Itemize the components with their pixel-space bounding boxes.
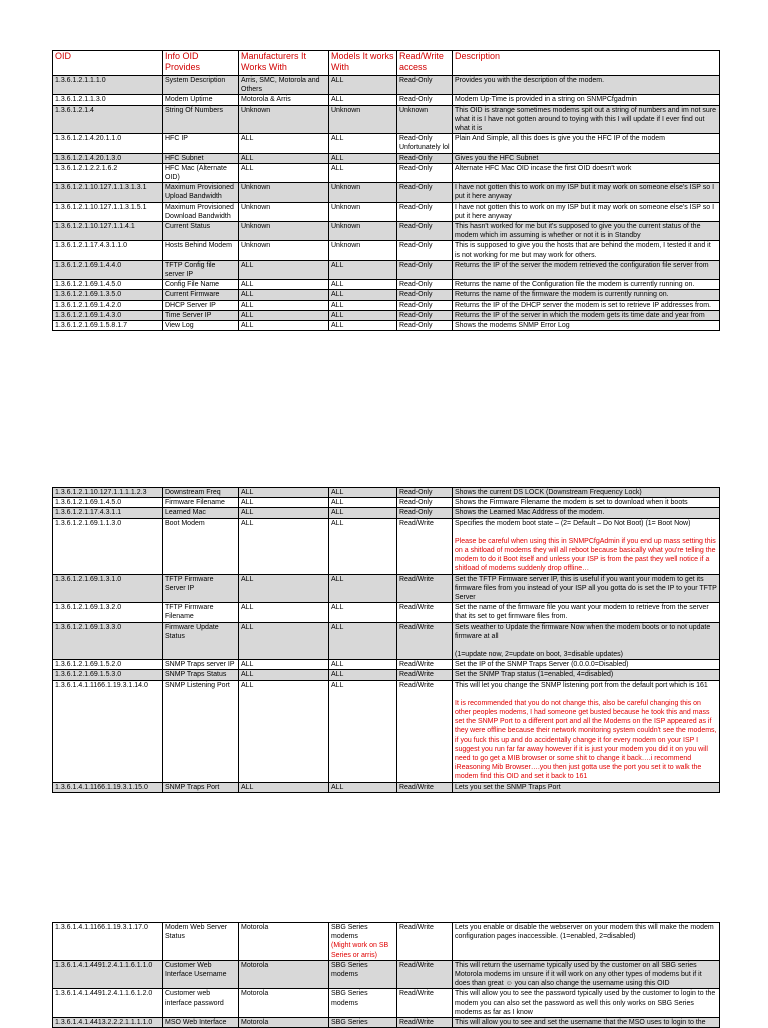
models-text: ALL bbox=[331, 96, 344, 104]
manufacturer-cell: Unknown bbox=[239, 241, 329, 260]
models-cell bbox=[329, 603, 397, 622]
oid-cell: 1.3.6.1.2.1.69.1.3.3.0 bbox=[53, 622, 163, 660]
access-cell: Read/Write bbox=[397, 622, 453, 660]
table-row bbox=[53, 153, 720, 163]
description-cell bbox=[453, 76, 720, 95]
description-cell bbox=[453, 95, 720, 105]
oid-cell: 1.3.6.1.2.1.4 bbox=[53, 105, 163, 134]
description-text: This OID is strange sometimes modems spit out a string of numbers and im not sure what it is I have not gotten around to toying with this I will update if I ever find out what it is bbox=[455, 106, 717, 133]
access-cell: Read-Only bbox=[397, 498, 453, 508]
models-text: ALL bbox=[331, 291, 344, 299]
models-text: Unknown bbox=[331, 106, 361, 114]
models-cell bbox=[329, 508, 397, 518]
description-cell bbox=[453, 498, 720, 508]
info-cell: Hosts Behind Modem bbox=[163, 241, 239, 260]
manufacturer-cell: ALL bbox=[239, 670, 329, 680]
manufacturer-cell: ALL bbox=[239, 260, 329, 279]
oid-cell: 1.3.6.1.2.1.69.1.4.5.0 bbox=[53, 280, 163, 290]
oid-cell: 1.3.6.1.4.1.4413.2.2.2.1.1.1.1.0 bbox=[53, 1018, 163, 1028]
oid-cell: 1.3.6.1.4.1.4491.2.4.1.1.6.1.2.0 bbox=[53, 989, 163, 1018]
description-cell bbox=[453, 202, 720, 221]
oid-cell: 1.3.6.1.4.1.1166.1.19.3.1.15.0 bbox=[53, 782, 163, 792]
models-text: ALL bbox=[331, 671, 344, 679]
manufacturer-cell: ALL bbox=[239, 488, 329, 498]
oid-table-3 bbox=[52, 922, 720, 1028]
oid-cell: 1.3.6.1.2.1.69.1.1.3.0 bbox=[53, 518, 163, 574]
manufacturer-cell: ALL bbox=[239, 498, 329, 508]
models-cell bbox=[329, 622, 397, 660]
oid-cell: 1.3.6.1.2.1.10.127.1.1.3.1.5.1 bbox=[53, 202, 163, 221]
info-cell: SNMP Traps Status bbox=[163, 670, 239, 680]
models-cell bbox=[329, 95, 397, 105]
description-cell bbox=[453, 105, 720, 134]
header-info: Info OID Provides bbox=[163, 51, 239, 76]
header-models: Models It works With bbox=[329, 51, 397, 76]
table-row bbox=[53, 603, 720, 622]
models-cell bbox=[329, 134, 397, 153]
header-manufacturers: Manufacturers It Works With bbox=[239, 51, 329, 76]
description-cell bbox=[453, 134, 720, 153]
info-cell: Firmware Filename bbox=[163, 498, 239, 508]
access-cell: Read/Write bbox=[397, 670, 453, 680]
description-text: This will let you change the SNMP listening port from the default port which is 161 bbox=[455, 681, 708, 689]
manufacturer-cell: ALL bbox=[239, 321, 329, 331]
info-cell: Downstream Freq bbox=[163, 488, 239, 498]
oid-cell: 1.3.6.1.2.1.10.127.1.1.3.1.3.1 bbox=[53, 183, 163, 202]
description-text: This hasn't worked for me but it's supposed to give you the current status of the modem which im assuming is whether or not it is in Standby bbox=[455, 223, 701, 240]
access-cell: Read-Only bbox=[397, 222, 453, 241]
models-cell bbox=[329, 1018, 397, 1028]
models-cell bbox=[329, 222, 397, 241]
table-row bbox=[53, 300, 720, 310]
description-cell bbox=[453, 508, 720, 518]
access-cell: Read/Write bbox=[397, 574, 453, 603]
models-text: SBG Series bbox=[331, 1019, 368, 1027]
description-text: Returns the name of the firmware the modem is currently running on. bbox=[455, 291, 669, 299]
oid-cell: 1.3.6.1.2.1.1.1.0 bbox=[53, 76, 163, 95]
description-cell bbox=[453, 989, 720, 1018]
manufacturer-cell: Unknown bbox=[239, 105, 329, 134]
description-cell bbox=[453, 222, 720, 241]
models-text: ALL bbox=[331, 499, 344, 507]
manufacturer-cell: Motorola bbox=[239, 960, 329, 989]
access-cell: Read/Write bbox=[397, 603, 453, 622]
description-text: Returns the IP of the server the modem retrieved the configuration file server from bbox=[455, 261, 709, 269]
description-cell bbox=[453, 603, 720, 622]
description-cell bbox=[453, 670, 720, 680]
access-cell: Read/Write bbox=[397, 1018, 453, 1028]
table-row bbox=[53, 134, 720, 153]
description-text: This will allow you to see and set the username that the MSO uses to login to the bbox=[455, 1019, 706, 1027]
description-text: Gives you the HFC Subnet bbox=[455, 154, 539, 162]
info-cell: Learned Mac bbox=[163, 508, 239, 518]
description-text: Provides you with the description of the modem. bbox=[455, 77, 605, 84]
oid-cell: 1.3.6.1.4.1.1166.1.19.3.1.14.0 bbox=[53, 680, 163, 782]
models-text: ALL bbox=[331, 681, 344, 689]
table-row bbox=[53, 310, 720, 320]
manufacturer-cell: Motorola bbox=[239, 1018, 329, 1028]
access-cell: Read/Write bbox=[397, 782, 453, 792]
description-text: This will return the username typically used by the customer on all SBG series Motorola modems im unsure if it will work on any other types of modems but if it does than great ☺ you can also change the username using this OID bbox=[455, 961, 702, 988]
description-text: Specifies the modem boot state – (2= Default – Do Not Boot) (1= Boot Now) bbox=[455, 519, 691, 527]
info-cell: Time Server IP bbox=[163, 310, 239, 320]
description-cell bbox=[453, 1018, 720, 1028]
manufacturer-cell: ALL bbox=[239, 574, 329, 603]
manufacturer-cell: ALL bbox=[239, 680, 329, 782]
manufacturer-cell: ALL bbox=[239, 290, 329, 300]
info-cell: Customer web interface password bbox=[163, 989, 239, 1018]
access-cell: Read-Only bbox=[397, 95, 453, 105]
info-cell: Firmware Update Status bbox=[163, 622, 239, 660]
access-cell: Read-Only bbox=[397, 202, 453, 221]
models-cell bbox=[329, 280, 397, 290]
info-cell: Current Firmware bbox=[163, 290, 239, 300]
description-cell bbox=[453, 660, 720, 670]
models-text: ALL bbox=[331, 281, 344, 289]
models-text: ALL bbox=[331, 623, 344, 631]
header-description: Description bbox=[453, 51, 720, 76]
models-cell bbox=[329, 518, 397, 574]
models-cell bbox=[329, 680, 397, 782]
models-text: ALL bbox=[331, 783, 344, 791]
table-header-row bbox=[53, 51, 720, 76]
models-text: Unknown bbox=[331, 223, 361, 231]
access-cell: Read/Write bbox=[397, 960, 453, 989]
manufacturer-cell: ALL bbox=[239, 660, 329, 670]
models-text: SBG Series modems bbox=[331, 990, 368, 1007]
info-cell: TFTP Firmware Server IP bbox=[163, 574, 239, 603]
table-row bbox=[53, 290, 720, 300]
table-row bbox=[53, 680, 720, 782]
info-cell: String Of Numbers bbox=[163, 105, 239, 134]
oid-table-1 bbox=[52, 50, 720, 331]
table-row bbox=[53, 498, 720, 508]
access-cell: Read-Only bbox=[397, 488, 453, 498]
oid-cell: 1.3.6.1.2.1.4.20.1.3.0 bbox=[53, 153, 163, 163]
description-cell bbox=[453, 153, 720, 163]
description-text: Sets weather to Update the firmware Now when the modem boots or to not update firmware at all bbox=[455, 623, 711, 640]
table-row bbox=[53, 923, 720, 961]
description-text: Returns the IP of the DHCP server the modem is set to retrieve IP addresses from. bbox=[455, 301, 711, 309]
description-text: Set the TFTP Firmware server IP, this is useful if you want your modem to get its firmware files from you instead of your ISP all you gotta do is set the IP to your TFTP Server bbox=[455, 575, 717, 602]
info-cell: TFTP Config file server IP bbox=[163, 260, 239, 279]
models-cell bbox=[329, 300, 397, 310]
oid-cell: 1.3.6.1.2.1.69.1.4.5.0 bbox=[53, 498, 163, 508]
models-text: ALL bbox=[331, 301, 344, 309]
description-cell bbox=[453, 782, 720, 792]
info-cell: Modem Uptime bbox=[163, 95, 239, 105]
models-cell bbox=[329, 290, 397, 300]
description-text: This will allow you to see the password typically used by the customer to login to the modem you can also set the password as well this only works on SBG Series modems as far as I know bbox=[455, 990, 716, 1016]
description-cell bbox=[453, 622, 720, 660]
table-row bbox=[53, 241, 720, 260]
manufacturer-cell: ALL bbox=[239, 518, 329, 574]
oid-cell: 1.3.6.1.4.1.1166.1.19.3.1.17.0 bbox=[53, 923, 163, 961]
description-text: Alternate HFC Mac OID incase the first OID doesn't work bbox=[455, 164, 632, 172]
models-cell bbox=[329, 989, 397, 1018]
description-text: Returns the name of the Configuration file the modem is currently running on. bbox=[455, 281, 695, 289]
oid-cell: 1.3.6.1.2.1.69.1.3.5.0 bbox=[53, 290, 163, 300]
description-cell bbox=[453, 574, 720, 603]
info-cell: SNMP Listening Port bbox=[163, 680, 239, 782]
table-row bbox=[53, 622, 720, 660]
models-text: SBG Series modems bbox=[331, 961, 368, 979]
models-note: (Might work on SB Series or arris) bbox=[331, 942, 389, 959]
models-cell bbox=[329, 498, 397, 508]
oid-cell: 1.3.6.1.2.1.69.1.3.1.0 bbox=[53, 574, 163, 603]
table-row bbox=[53, 782, 720, 792]
description-text: Shows the modems SNMP Error Log bbox=[455, 322, 570, 330]
manufacturer-cell: ALL bbox=[239, 300, 329, 310]
table-row bbox=[53, 260, 720, 279]
description-cell bbox=[453, 260, 720, 279]
description-text: Returns the IP of the server in which the modem gets its time date and year from bbox=[455, 311, 705, 319]
models-cell bbox=[329, 153, 397, 163]
info-cell: Boot Modem bbox=[163, 518, 239, 574]
models-cell bbox=[329, 105, 397, 134]
description-cell bbox=[453, 960, 720, 989]
models-text: ALL bbox=[331, 661, 344, 669]
oid-cell: 1.3.6.1.2.1.69.1.4.2.0 bbox=[53, 300, 163, 310]
access-cell: Read-Only bbox=[397, 508, 453, 518]
oid-cell: 1.3.6.1.2.1.69.1.4.4.0 bbox=[53, 260, 163, 279]
access-cell: Read-Only bbox=[397, 76, 453, 95]
info-cell: SNMP Traps server IP bbox=[163, 660, 239, 670]
oid-cell: 1.3.6.1.2.1.69.1.4.3.0 bbox=[53, 310, 163, 320]
oid-cell: 1.3.6.1.2.1.4.20.1.1.0 bbox=[53, 134, 163, 153]
access-cell: Read/Write bbox=[397, 660, 453, 670]
models-text: ALL bbox=[331, 519, 344, 527]
oid-cell: 1.3.6.1.2.1.69.1.5.2.0 bbox=[53, 660, 163, 670]
access-cell: Read-Only bbox=[397, 241, 453, 260]
access-cell: Read/Write bbox=[397, 923, 453, 961]
description-text: This is supposed to give you the hosts that are behind the modem, I tested it and it is not working for me but may work for others. bbox=[455, 242, 711, 259]
models-cell bbox=[329, 488, 397, 498]
table-row bbox=[53, 518, 720, 574]
oid-cell: 1.3.6.1.2.1.69.1.5.8.1.7 bbox=[53, 321, 163, 331]
description-cell bbox=[453, 310, 720, 320]
description-cell bbox=[453, 290, 720, 300]
description-text: Shows the current DS LOCK (Downstream Frequency Lock) bbox=[455, 489, 642, 496]
access-cell: Unknown bbox=[397, 105, 453, 134]
manufacturer-cell: ALL bbox=[239, 134, 329, 153]
header-access: Read/Write access bbox=[397, 51, 453, 76]
info-cell: HFC IP bbox=[163, 134, 239, 153]
oid-cell: 1.3.6.1.4.1.4491.2.4.1.1.6.1.1.0 bbox=[53, 960, 163, 989]
oid-cell: 1.3.6.1.2.1.2.2.1.6.2 bbox=[53, 163, 163, 182]
access-cell: Read-Only bbox=[397, 321, 453, 331]
description-text: Set the name of the firmware file you want your modem to retrieve from the server that its set to get firmware files from. bbox=[455, 604, 709, 621]
table-row bbox=[53, 222, 720, 241]
access-cell: Read/Write bbox=[397, 989, 453, 1018]
description-text: Plain And Simple, all this does is give you the HFC IP of the modem bbox=[455, 135, 665, 143]
table-row bbox=[53, 488, 720, 498]
models-text: ALL bbox=[331, 322, 344, 330]
models-cell bbox=[329, 163, 397, 182]
access-cell: Read-Only bbox=[397, 280, 453, 290]
info-cell: View Log bbox=[163, 321, 239, 331]
table-row bbox=[53, 183, 720, 202]
models-cell bbox=[329, 76, 397, 95]
description-text: Modem Up-Time is provided in a string on SNMPCfgadmin bbox=[455, 96, 637, 104]
table-row bbox=[53, 163, 720, 182]
models-cell bbox=[329, 782, 397, 792]
models-text: Unknown bbox=[331, 184, 361, 192]
manufacturer-cell: ALL bbox=[239, 603, 329, 622]
info-cell: System Description bbox=[163, 76, 239, 95]
info-cell: Customer Web Interface Username bbox=[163, 960, 239, 989]
table-row bbox=[53, 960, 720, 989]
models-cell bbox=[329, 670, 397, 680]
models-text: ALL bbox=[331, 77, 344, 84]
manufacturer-cell: Unknown bbox=[239, 183, 329, 202]
table-row bbox=[53, 508, 720, 518]
access-cell: Read-Only bbox=[397, 290, 453, 300]
oid-cell: 1.3.6.1.2.1.69.1.5.3.0 bbox=[53, 670, 163, 680]
description-cell bbox=[453, 680, 720, 782]
access-cell: Read-Only bbox=[397, 183, 453, 202]
access-cell: Read-Only bbox=[397, 163, 453, 182]
info-cell: Modem Web Server Status bbox=[163, 923, 239, 961]
info-cell: HFC Subnet bbox=[163, 153, 239, 163]
description-text: Set the IP of the SNMP Traps Server (0.0.0.0=Disabled) bbox=[455, 661, 629, 669]
description-cell bbox=[453, 163, 720, 182]
models-cell bbox=[329, 923, 397, 961]
oid-table-2 bbox=[52, 487, 720, 793]
manufacturer-cell: Arris, SMC, Motorola and Others bbox=[239, 76, 329, 95]
table-row bbox=[53, 660, 720, 670]
manufacturer-cell: Motorola & Arris bbox=[239, 95, 329, 105]
models-cell bbox=[329, 202, 397, 221]
access-cell: Read-Only bbox=[397, 260, 453, 279]
oid-cell: 1.3.6.1.2.1.17.4.3.1.1.0 bbox=[53, 241, 163, 260]
info-cell: Current Status bbox=[163, 222, 239, 241]
manufacturer-cell: ALL bbox=[239, 153, 329, 163]
manufacturer-cell: Unknown bbox=[239, 222, 329, 241]
models-text: ALL bbox=[331, 575, 344, 583]
oid-cell: 1.3.6.1.2.1.10.127.1.1.4.1 bbox=[53, 222, 163, 241]
table-row bbox=[53, 321, 720, 331]
description-text: I have not gotten this to work on my ISP but it may work on someone else's ISP so I put it here anyway bbox=[455, 184, 715, 201]
models-cell bbox=[329, 574, 397, 603]
models-text: ALL bbox=[331, 164, 344, 172]
manufacturer-cell: Motorola bbox=[239, 923, 329, 961]
manufacturer-cell: ALL bbox=[239, 310, 329, 320]
description-cell bbox=[453, 300, 720, 310]
info-cell: MSO Web Interface bbox=[163, 1018, 239, 1028]
models-text: Unknown bbox=[331, 242, 361, 250]
models-text: ALL bbox=[331, 135, 344, 143]
access-cell: Read/Write bbox=[397, 518, 453, 574]
info-cell: SNMP Traps Port bbox=[163, 782, 239, 792]
description-text: I have not gotten this to work on my ISP but it may work on someone else's ISP so I put it here anyway bbox=[455, 203, 715, 220]
access-cell: Read-Only bbox=[397, 153, 453, 163]
models-cell bbox=[329, 260, 397, 279]
description-cell bbox=[453, 518, 720, 574]
models-cell bbox=[329, 960, 397, 989]
description-cell bbox=[453, 280, 720, 290]
access-cell: Read-Only bbox=[397, 310, 453, 320]
models-text: SBG Series modems bbox=[331, 924, 368, 941]
table-row bbox=[53, 76, 720, 95]
manufacturer-cell: ALL bbox=[239, 622, 329, 660]
description-text: Shows the Learned Mac Address of the modem. bbox=[455, 509, 605, 517]
description-cell bbox=[453, 241, 720, 260]
models-cell bbox=[329, 321, 397, 331]
info-cell: Config File Name bbox=[163, 280, 239, 290]
table-row bbox=[53, 105, 720, 134]
manufacturer-cell: Motorola bbox=[239, 989, 329, 1018]
manufacturer-cell: Unknown bbox=[239, 202, 329, 221]
table-row bbox=[53, 280, 720, 290]
header-oid: OID bbox=[53, 51, 163, 76]
manufacturer-cell: ALL bbox=[239, 163, 329, 182]
manufacturer-cell: ALL bbox=[239, 280, 329, 290]
table-row bbox=[53, 989, 720, 1018]
models-cell bbox=[329, 241, 397, 260]
warning-note: Please be careful when using this in SNMPCfgAdmin if you end up mass setting this on a shitload of modems they will all reboot because basically what you're telling the modem to do it Boot itself and unless your ISP is from the past they well notice if a shitload of modems suddenly drop offline… bbox=[455, 537, 716, 573]
oid-cell: 1.3.6.1.2.1.69.1.3.2.0 bbox=[53, 603, 163, 622]
oid-cell: 1.3.6.1.2.1.10.127.1.1.1.1.2.3 bbox=[53, 488, 163, 498]
table-row bbox=[53, 1018, 720, 1028]
access-cell: Read/Write bbox=[397, 680, 453, 782]
oid-cell: 1.3.6.1.2.1.1.3.0 bbox=[53, 95, 163, 105]
info-cell: Maximum Provisioned Download Bandwidth bbox=[163, 202, 239, 221]
description-text: Set the SNMP Trap status (1=enabled, 4=disabled) bbox=[455, 671, 614, 679]
table-row bbox=[53, 574, 720, 603]
info-cell: TFTP Firmware Filename bbox=[163, 603, 239, 622]
description-text: Shows the Firmware Filename the modem is set to download when it boots bbox=[455, 499, 688, 507]
table-row bbox=[53, 95, 720, 105]
description-cell bbox=[453, 488, 720, 498]
oid-cell: 1.3.6.1.2.1.17.4.3.1.1 bbox=[53, 508, 163, 518]
info-cell: Maximum Provisioned Upload Bandwidth bbox=[163, 183, 239, 202]
models-text: ALL bbox=[331, 154, 344, 162]
access-cell: Read-Only Unfortunately lol bbox=[397, 134, 453, 153]
models-text: Unknown bbox=[331, 203, 361, 211]
warning-note: It is recommended that you do not change this, also be careful changing this on other peoples modems, I had someone get busted because he took this and mass set the SNMP Port to a different port and all the Modems on the ISP appeared as if they were offline because their network monitoring system couldn't see the modems, if you fuck this up and do accidentally change it for every modem on your ISP I suggest you run far far away however if it is just your modem you did it on you will need to go get a MIB browser or some shit to change it back….i recommend iReasoning Mib Browser….you then just gotta use the port you set it to walk the modem find this OID and set it back to 161 bbox=[455, 699, 717, 781]
models-text: ALL bbox=[331, 509, 344, 517]
models-text: ALL bbox=[331, 489, 344, 496]
manufacturer-cell: ALL bbox=[239, 508, 329, 518]
description-cell bbox=[453, 183, 720, 202]
models-text: ALL bbox=[331, 604, 344, 612]
access-cell: Read-Only bbox=[397, 300, 453, 310]
models-cell bbox=[329, 310, 397, 320]
models-cell bbox=[329, 183, 397, 202]
manufacturer-cell: ALL bbox=[239, 782, 329, 792]
info-cell: HFC Mac (Alternate OID) bbox=[163, 163, 239, 182]
description-text: Lets you set the SNMP Traps Port bbox=[455, 783, 561, 791]
description-cell bbox=[453, 321, 720, 331]
table-row bbox=[53, 670, 720, 680]
info-cell: DHCP Server IP bbox=[163, 300, 239, 310]
description-cell bbox=[453, 923, 720, 961]
models-cell bbox=[329, 660, 397, 670]
description-values: (1=update now, 2=update on boot, 3=disable updates) bbox=[455, 651, 623, 659]
models-text: ALL bbox=[331, 261, 344, 269]
description-text: Lets you enable or disable the webserver on your modem this will make the modem configuration pages inaccessible. (1=enabled, 2=disabled) bbox=[455, 924, 714, 941]
models-text: ALL bbox=[331, 311, 344, 319]
table-row bbox=[53, 202, 720, 221]
